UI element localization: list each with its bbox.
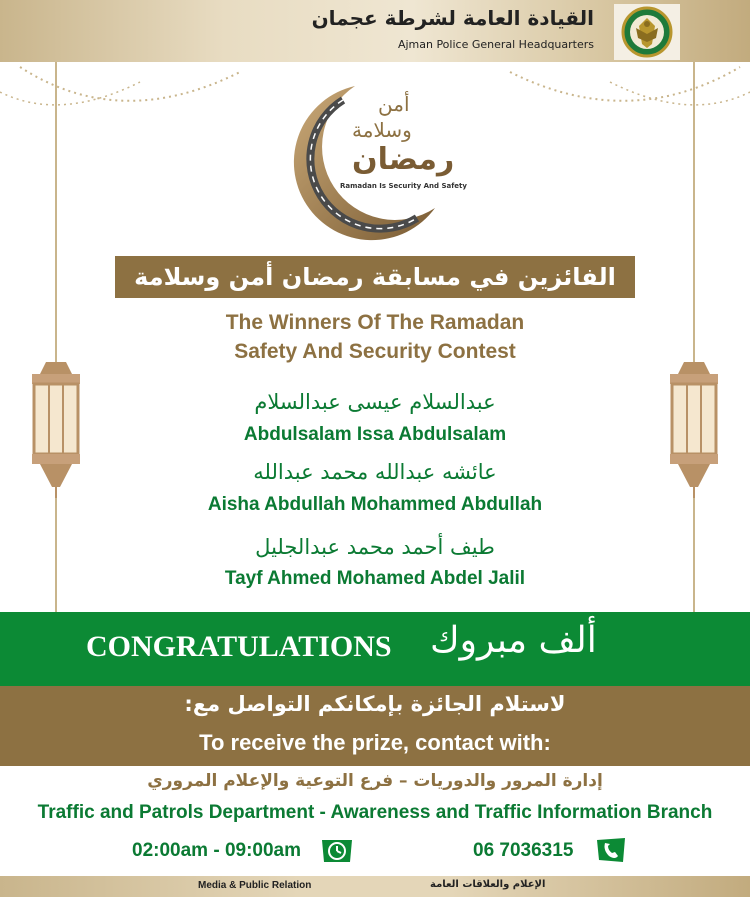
winner-1-arabic: عبدالسلام عيسى عبدالسلام [254,390,496,414]
right-lantern-icon [670,362,718,498]
winner-3-arabic: طيف أحمد محمد عبدالجليل [255,535,495,559]
left-lantern-icon [32,362,80,498]
logo-line1: أمن [378,92,410,116]
footer-english: Media & Public Relation [198,880,312,891]
phone-number[interactable]: 06 7036315 [473,840,574,861]
congrats-english: CONGRATULATIONS [86,630,392,663]
police-emblem-icon [614,4,680,60]
org-name-english: Ajman Police General Headquarters [397,38,594,51]
footer-bar [0,876,750,897]
working-hours: 02:00am - 09:00am [132,840,301,861]
contact-english: To receive the prize, contact with: [199,730,551,755]
logo-line3: رمضان [352,142,455,177]
title-arabic: الفائزين في مسابقة رمضان أمن وسلامة [115,256,635,298]
title-english-line1: The Winners Of The Ramadan [225,311,525,334]
clock-icon [320,836,354,864]
department-english: Traffic and Patrols Department - Awareness and Traffic Information Branch [37,802,713,823]
congrats-arabic: ألف مبروك [430,620,597,661]
title-english-line2: Safety And Security Contest [234,340,516,363]
footer-arabic: الإعلام والعلاقات العامة [430,879,546,890]
winner-2-arabic: عائشه عبدالله محمد عبدالله [253,460,497,484]
logo-line2: وسلامة [352,118,412,142]
phone-icon [595,834,627,864]
winner-3-english: Tayf Ahmed Mohamed Abdel Jalil [224,568,526,589]
org-name-arabic: القيادة العامة لشرطة عجمان [311,6,594,30]
logo-tagline: Ramadan Is Security And Safety [340,182,467,190]
contact-arabic: لاستلام الجائزة بإمكانكم التواصل مع: [184,692,566,716]
winner-1-english: Abdulsalam Issa Abdulsalam [243,424,507,445]
department-arabic: إدارة المرور والدوريات – فرع التوعية والإعلام المروري [147,771,603,791]
winner-2-english: Aisha Abdullah Mohammed Abdullah [207,494,543,515]
